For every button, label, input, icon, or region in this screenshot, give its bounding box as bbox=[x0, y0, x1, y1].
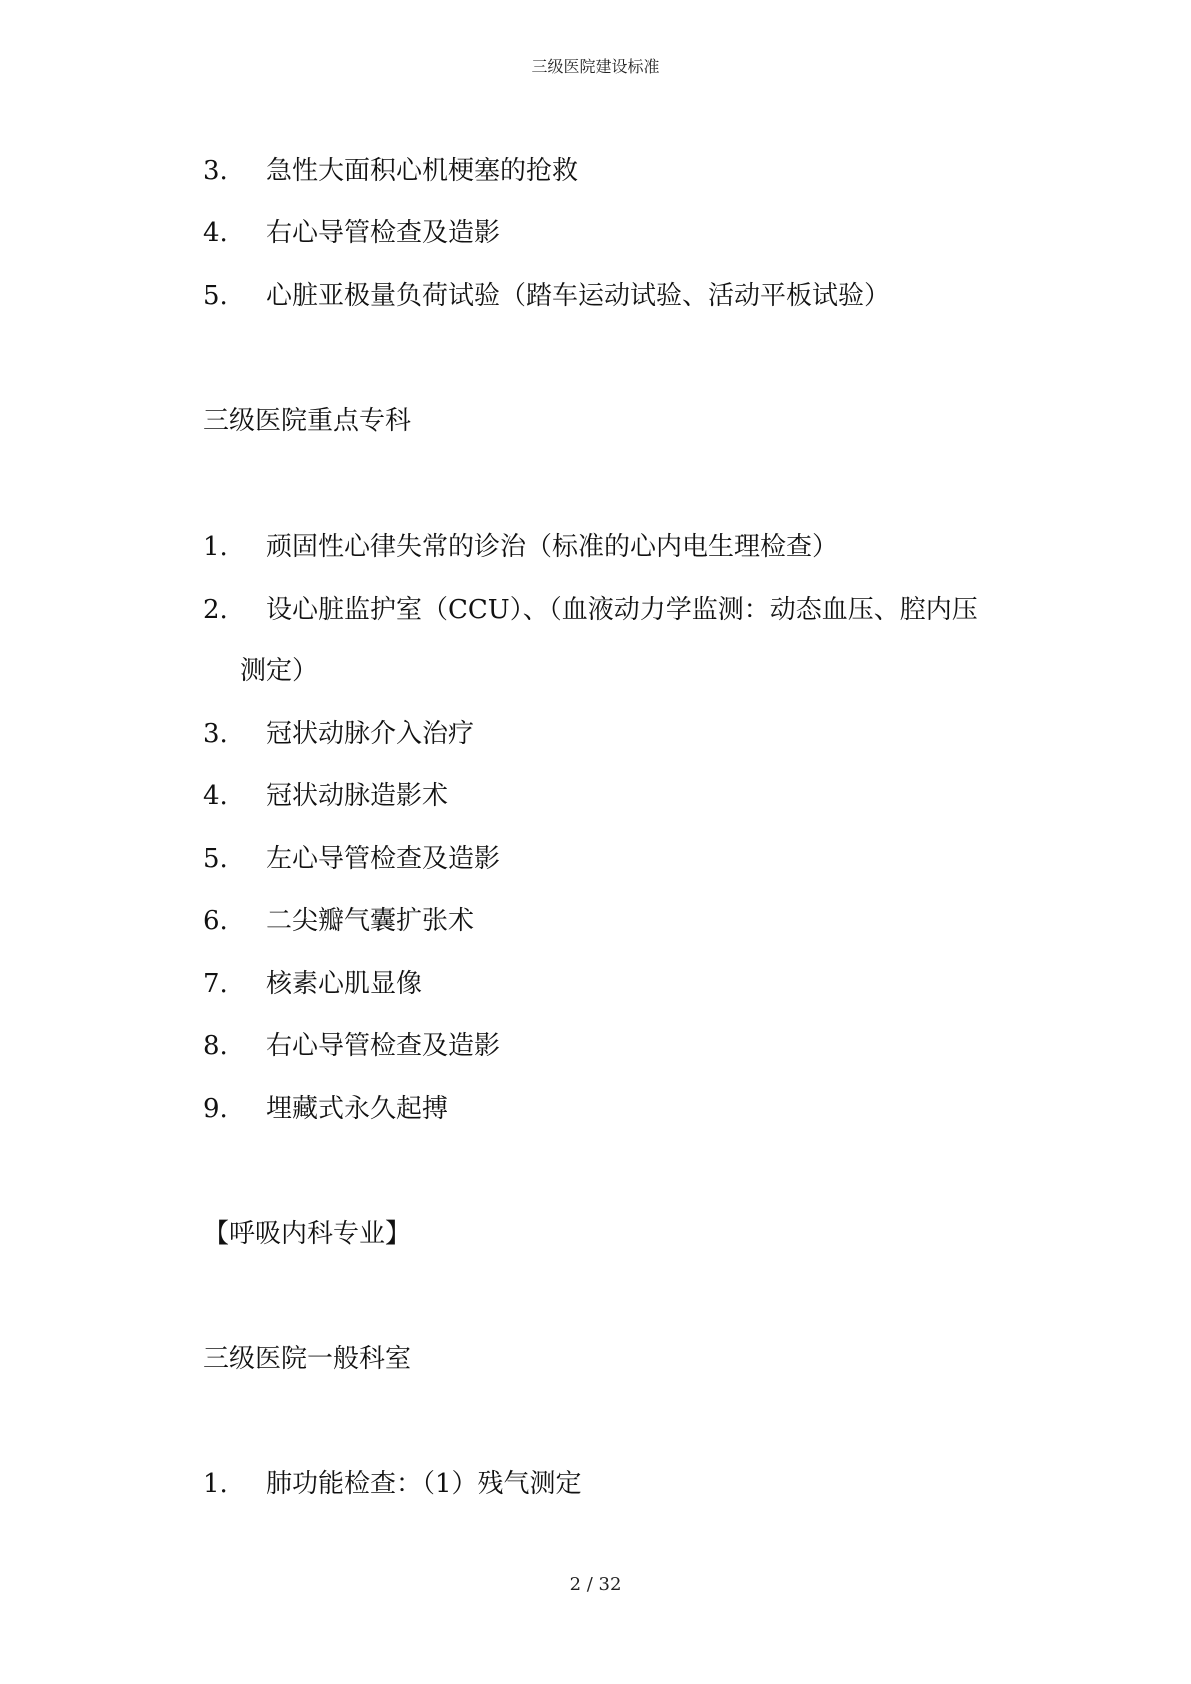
list-item-text: 急性大面积心机梗塞的抢救 bbox=[266, 156, 579, 186]
list-item-number: 5. bbox=[203, 844, 228, 874]
list-item-number: 8. bbox=[203, 1031, 228, 1061]
list-item-number: 3. bbox=[203, 156, 228, 186]
list-item-text: 右心导管检查及造影 bbox=[266, 1031, 501, 1061]
section-heading: 三级医院重点专科 bbox=[203, 406, 412, 436]
list-item bbox=[203, 154, 578, 188]
list-item-text: 埋藏式永久起搏 bbox=[266, 1094, 449, 1124]
list-item bbox=[203, 530, 838, 564]
page-header: 三级医院建设标准 bbox=[531, 57, 660, 76]
section-heading: 【呼吸内科专业】 bbox=[203, 1219, 412, 1249]
list-item-number: 1. bbox=[203, 532, 228, 562]
list-item bbox=[203, 216, 500, 250]
list-item-text: 二尖瓣气囊扩张术 bbox=[266, 906, 475, 936]
list-item-text: 冠状动脉介入治疗 bbox=[266, 719, 475, 749]
list-item-number: 7. bbox=[203, 969, 228, 999]
list-item bbox=[203, 904, 474, 938]
section-heading: 三级医院一般科室 bbox=[203, 1344, 412, 1374]
list-item bbox=[203, 1029, 500, 1063]
list-item-number: 2. bbox=[203, 595, 228, 625]
list-item-number: 6. bbox=[203, 906, 228, 936]
list-item-text: 顽固性心律失常的诊治（标准的心内电生理检查） bbox=[266, 532, 839, 562]
list-item-text: 心脏亚极量负荷试验（踏车运动试验、活动平板试验） bbox=[266, 281, 891, 311]
list-item-number: 1. bbox=[203, 1469, 228, 1499]
list-item bbox=[203, 779, 448, 813]
list-item bbox=[203, 1467, 582, 1501]
list-item bbox=[203, 593, 978, 627]
list-item-number: 5. bbox=[203, 281, 228, 311]
list-item bbox=[203, 717, 474, 751]
list-item-continuation: 测定） bbox=[240, 656, 319, 686]
list-item bbox=[203, 279, 890, 313]
page-number: 2 / 32 bbox=[569, 1574, 622, 1595]
list-item-text: 冠状动脉造影术 bbox=[266, 781, 449, 811]
list-item bbox=[203, 967, 422, 1001]
list-item-number: 4. bbox=[203, 218, 228, 248]
list-item-number: 3. bbox=[203, 719, 228, 749]
list-item-number: 4. bbox=[203, 781, 228, 811]
list-item bbox=[203, 1092, 448, 1126]
list-item-text: 左心导管检查及造影 bbox=[266, 844, 501, 874]
list-item-text: 右心导管检查及造影 bbox=[266, 218, 501, 248]
list-item-number: 9. bbox=[203, 1094, 228, 1124]
list-item bbox=[203, 842, 500, 876]
list-item-text: 肺功能检查：（1）残气测定 bbox=[266, 1469, 582, 1499]
list-item-text: 核素心肌显像 bbox=[266, 969, 423, 999]
list-item-text: 设心脏监护室（CCU）、（血液动力学监测：动态血压、腔内压 bbox=[266, 595, 978, 625]
